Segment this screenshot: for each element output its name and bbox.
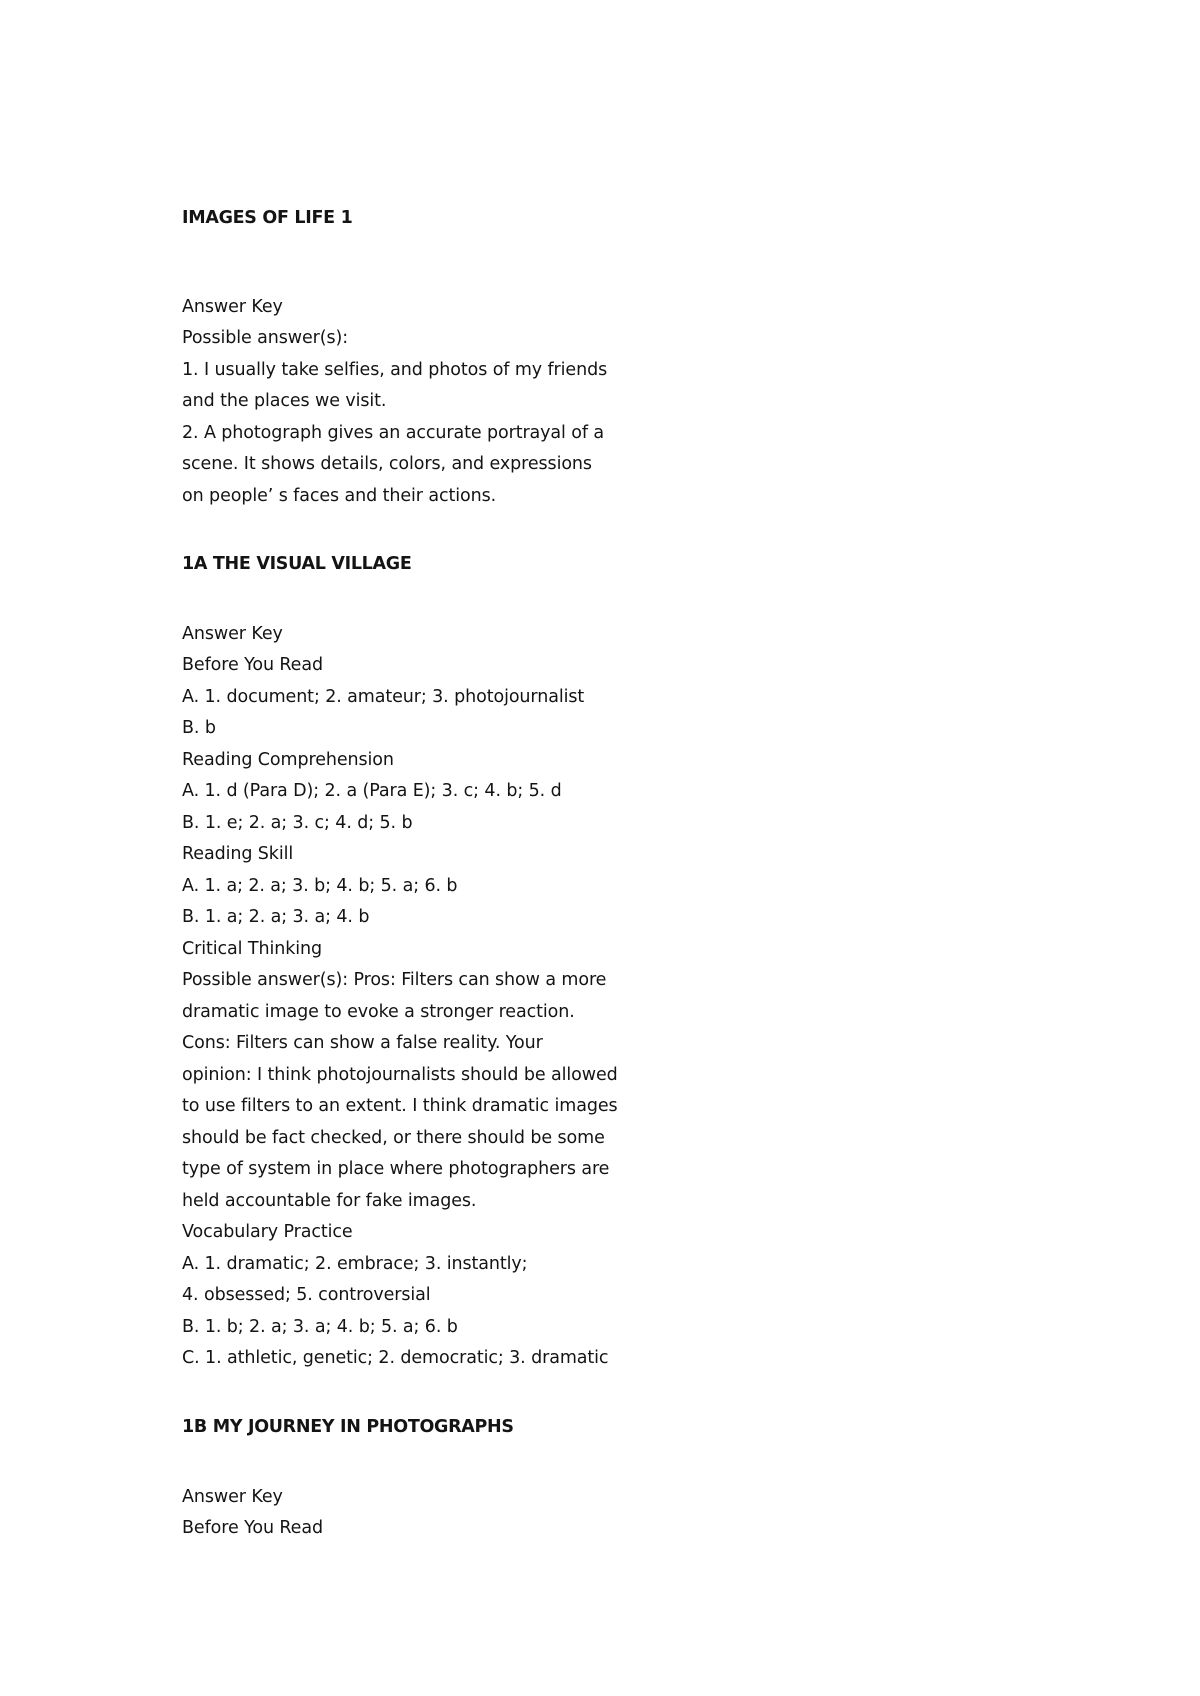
text-line: B. 1. b; 2. a; 3. a; 4. b; 5. a; 6. b xyxy=(182,1317,458,1337)
subheading-vocabulary-practice: Vocabulary Practice xyxy=(182,1222,353,1242)
text-line: should be fact checked, or there should be some xyxy=(182,1128,605,1148)
subheading-critical-thinking: Critical Thinking xyxy=(182,939,323,959)
text-line: on people’ s faces and their actions. xyxy=(182,486,497,506)
text-line: held accountable for fake images. xyxy=(182,1191,477,1211)
text-line: Possible answer(s): Pros: Filters can show a more xyxy=(182,970,607,990)
text-line: A. 1. dramatic; 2. embrace; 3. instantly; xyxy=(182,1254,528,1274)
subheading-before-you-read: Before You Read xyxy=(182,1518,323,1538)
text-line: 4. obsessed; 5. controversial xyxy=(182,1285,431,1305)
text-line: B. 1. e; 2. a; 3. c; 4. d; 5. b xyxy=(182,813,413,833)
text-line: scene. It shows details, colors, and expressions xyxy=(182,454,592,474)
subheading-reading-skill: Reading Skill xyxy=(182,844,294,864)
answer-key-label: Answer Key xyxy=(182,297,283,317)
answer-key-label: Answer Key xyxy=(182,624,283,644)
text-line: to use filters to an extent. I think dramatic images xyxy=(182,1096,618,1116)
text-line: Cons: Filters can show a false reality. Your xyxy=(182,1033,543,1053)
section-title-visual-village: 1A THE VISUAL VILLAGE xyxy=(182,554,412,574)
text-line: A. 1. document; 2. amateur; 3. photojournalist xyxy=(182,687,585,707)
section-title-images-of-life: IMAGES OF LIFE 1 xyxy=(182,208,353,228)
text-line: and the places we visit. xyxy=(182,391,387,411)
text-line: B. b xyxy=(182,718,216,738)
text-line: type of system in place where photographers are xyxy=(182,1159,610,1179)
possible-answers-label: Possible answer(s): xyxy=(182,328,349,348)
text-line: A. 1. d (Para D); 2. a (Para E); 3. c; 4. b; 5. d xyxy=(182,781,562,801)
text-line: 2. A photograph gives an accurate portrayal of a xyxy=(182,423,605,443)
text-line: 1. I usually take selfies, and photos of my friends xyxy=(182,360,608,380)
text-line: B. 1. a; 2. a; 3. a; 4. b xyxy=(182,907,370,927)
subheading-before-you-read: Before You Read xyxy=(182,655,323,675)
text-line: opinion: I think photojournalists should be allowed xyxy=(182,1065,618,1085)
text-line: A. 1. a; 2. a; 3. b; 4. b; 5. a; 6. b xyxy=(182,876,458,896)
text-line: C. 1. athletic, genetic; 2. democratic; 3. dramatic xyxy=(182,1348,609,1368)
answer-key-label: Answer Key xyxy=(182,1487,283,1507)
text-line: dramatic image to evoke a stronger reaction. xyxy=(182,1002,575,1022)
subheading-reading-comprehension: Reading Comprehension xyxy=(182,750,394,770)
section-title-my-journey: 1B MY JOURNEY IN PHOTOGRAPHS xyxy=(182,1417,514,1437)
